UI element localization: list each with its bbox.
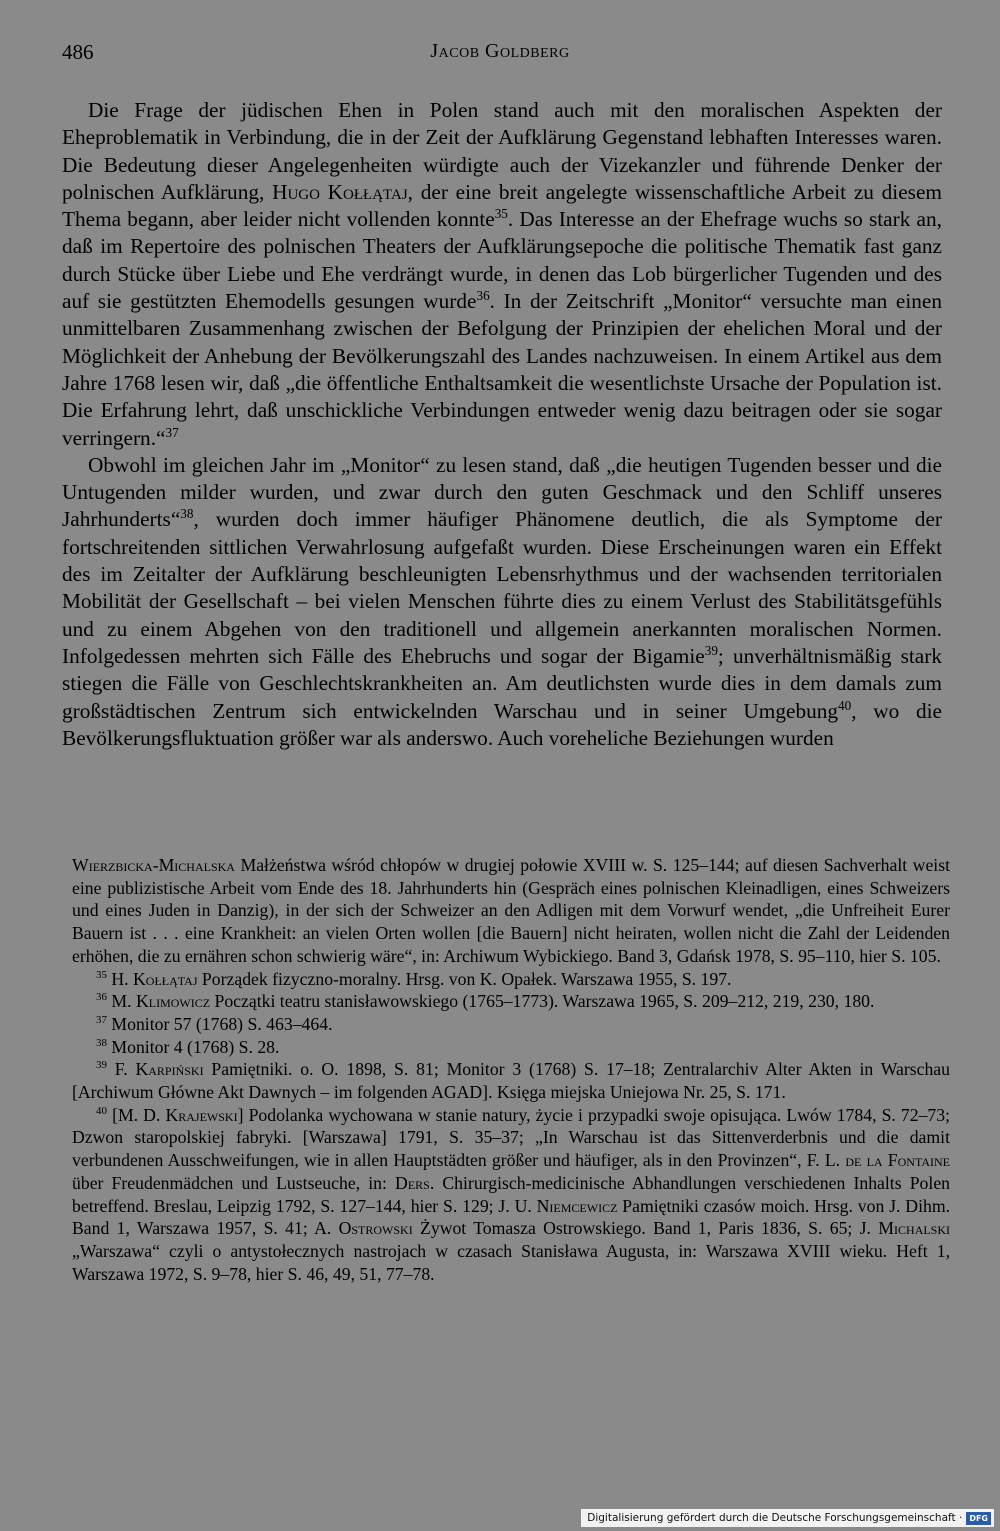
page-number: 486	[62, 40, 94, 64]
footnote-number: 36	[96, 991, 107, 1004]
author-name: Ostrowski	[338, 1218, 413, 1239]
author-name: Michalski	[878, 1218, 951, 1239]
page-header	[62, 40, 938, 70]
footnote-number: 39	[96, 1059, 107, 1072]
text-run: , wurden doch immer häufiger Phänomene deutlich, die als Symptome der fortschreitenden sittlichen Verwahrlosung aufgefaßt wurden. Diese Erscheinungen waren ein Effekt des im Zeitalter der Aufklärung beschleunigten Lebensrhythmus und der wachsenden territorialen Mobilität der Gesellschaft – bei vielen Menschen führte dies zu einem Verlust des Stabilitätsgefühls und zu einem Abgehen von den traditionell und allgemein anerkannten moralischen Normen. Infolgedessen mehrten sich Fälle des Ehebruchs und sogar der Bigamie	[62, 507, 942, 668]
text-run: . In der Zeitschrift „Monitor“ versuchte man einen unmittelbaren Zusammenhang zwischen der Befolgung der Prinzipien der ehelichen Moral und der Möglichkeit der Anhebung der Bevölkerungszahl des Landes nachzuweisen. In einem Artikel aus dem Jahre 1768 lesen wir, daß „die öffentliche Enthaltsamkeit die wesentlichste Ursache der Population ist. Die Erfahrung lehrt, daß unschickliche Verbindungen entweder wenig dazu beitragen oder sie sogar verringern.“	[62, 289, 942, 450]
text-run: Małżeństwa wśród chłopów w drugiej połowie XVIII w. S. 125–144; auf diesen Sachverhalt weist eine publizistische Arbeit vom Ende des 18. Jahrhunderts hin (Gespräch eines polnischen Kleinadligen, eines Schweizers und eines Juden in Danzig), in der sich der Schweizer an den Adligen mit dem Vorwurf wendet, „die Unfreiheit Eurer Bauern ist . . . eine Krankheit: an vielen Orten wollen [die Bauern] nicht heiraten, wollen nicht die Zahl der Leidenden erhöhen, die zu ernähren schon schwierig wäre“, in: Archiwum Wybickiego. Band 3, Gdańsk 1978, S. 95–110, hier S. 105.	[72, 855, 951, 966]
running-head: Jacob Goldberg	[430, 40, 570, 62]
text-run: . Das Interesse an der Ehefrage wuchs so stark an, daß im Repertoire des polnischen Theaters der Aufklärungsepoche die politische Thematik fast ganz durch Stücke über Liebe und Ehe verdrängt wurde, in denen das Lob bürgerlicher Tugenden und des auf sie gestützten Ehemodells gesungen wurde	[62, 207, 942, 314]
text-run: M.	[111, 991, 132, 1012]
text-run: ; unverhältnismäßig stark stiegen die Fälle von Geschlechtskrankheiten an. Am deutlichsten wurde dies in dem damals zum großstädtischen Zentrum sich entwickelnden Warschau und in seiner Umgebung	[62, 643, 942, 723]
footnote-39	[72, 1058, 950, 1103]
text-run: Pamiętniki czasów moich. Hrsg. von J. Dihm. Band 1, Warszawa 1957, S. 41; A.	[72, 1195, 951, 1239]
footnote-ref-39[interactable]: 39	[704, 642, 718, 658]
footnote-40	[72, 1104, 950, 1286]
footnote-ref-38[interactable]: 38	[180, 506, 194, 522]
footnote-38	[72, 1036, 950, 1059]
author-name: Krajewski	[165, 1104, 238, 1125]
text-run: Monitor 57 (1768) S. 463–464.	[111, 1013, 333, 1034]
author-name: Karpiński	[135, 1059, 204, 1080]
text-run: Monitor 4 (1768) S. 28.	[111, 1036, 280, 1057]
text-run: „Warszawa“ czyli o antystołecznych nastrojach w czasach Stanisława Augusta, in: Warszawa XVIII wieku. Heft 1, Warszawa 1972, S. 9–78, hier S. 46, 49, 51, 77–78.	[72, 1240, 950, 1284]
funding-note: Digitalisierung gefördert durch die Deutsche Forschungsgemeinschaft ·	[587, 1512, 963, 1524]
text-run: Żywot Tomasza Ostrowskiego. Band 1, Paris 1836, S. 65; J.	[420, 1218, 871, 1239]
author-name: Niemcewicz	[536, 1195, 618, 1216]
footnotes	[72, 854, 950, 1285]
digitization-footer	[581, 1509, 994, 1527]
text-run: Chirurgisch-medicinische Abhandlungen verschiedenen Inhalts Polen betreffend. Breslau, Leipzig 1792, S. 127–144, hier S. 129; J. U.	[72, 1172, 951, 1216]
text-run: H.	[111, 968, 129, 989]
footnote-ref-35[interactable]: 35	[494, 206, 508, 222]
footnote-number: 38	[96, 1036, 107, 1049]
text-run: Pamiętniki. o. O. 1898, S. 81; Monitor 3 (1768) S. 17–18; Zentralarchiv Alter Akten in Warschau [Archiwum Główne Akt Dawnych – im folgenden AGAD]. Księga miejska Uniejowa Nr. 25, S. 171.	[72, 1059, 950, 1103]
footnote-continuation	[72, 854, 950, 968]
footnote-ref-36[interactable]: 36	[476, 287, 490, 303]
footnote-ref-37[interactable]: 37	[165, 424, 179, 440]
paragraph-1	[62, 97, 942, 452]
main-text	[62, 97, 942, 752]
text-run: über Freudenmädchen und Lustseuche, in:	[72, 1172, 387, 1193]
text-run: F.	[114, 1059, 128, 1080]
footnote-37	[72, 1013, 950, 1036]
footnote-number: 35	[96, 968, 107, 981]
footnote-ref-40[interactable]: 40	[838, 697, 852, 713]
text-run: , der eine breit angelegte wissenschaftliche Arbeit zu diesem Thema begann, aber leider nicht vollenden konnte	[62, 179, 942, 232]
text-run: Die Frage der jüdischen Ehen in Polen stand auch mit den moralischen Aspekten der Eheproblematik in Verbindung, die in der Zeit der Aufklärung Gegenstand lebhaften Interesses waren. Die Bedeutung dieser Angelegenheiten würdigte auch der Vizekanzler und führende Denker der polnischen Aufklärung,	[62, 98, 942, 204]
author-name: Hugo Kołłątaj	[272, 179, 408, 204]
footnote-36	[72, 990, 950, 1013]
dfg-logo[interactable]: DFG	[966, 1512, 991, 1525]
author-name: Kołłątaj	[133, 968, 198, 989]
text-run: Obwohl im gleichen Jahr im „Monitor“ zu lesen stand, daß „die heutigen Tugenden besser und die Untugenden milder wurden, und zwar durch den guten Geschmack und den Schliff unseres Jahrhunderts“	[62, 452, 942, 532]
paragraph-2	[62, 452, 942, 752]
text-run: [M. D.	[112, 1104, 161, 1125]
author-name: Ders.	[395, 1172, 435, 1193]
text-run: , wo die Bevölkerungsfluktuation größer war als anderswo. Auch voreheliche Beziehungen wurden	[62, 698, 942, 750]
text-run: ] Podolanka wychowana w stanie natury, życie i przypadki swoje opisująca. Lwów 1784, S. 72–73; Dzwon staropolskiej fabryki. [Warszawa] 1791, S. 35–37; „In Warschau ist das Sittenverderbnis und die damit verbundenen Ausschweifungen, wie in allen Hauptstädten größer und häufiger, als in den Provinzen“, F. L.	[72, 1104, 951, 1171]
text-run: Porządek fizyczno-moralny. Hrsg. von K. Opałek. Warszawa 1955, S. 197.	[201, 968, 732, 989]
author-name: Wierzbicka-Michalska	[72, 855, 235, 875]
footnote-35	[72, 968, 950, 991]
footnote-number: 37	[96, 1014, 107, 1027]
footnote-number: 40	[96, 1104, 107, 1117]
text-run: Początki teatru stanisławowskiego (1765–1773). Warszawa 1965, S. 209–212, 219, 230, 180.	[214, 991, 875, 1012]
author-name: Klimowicz	[135, 991, 211, 1012]
author-name: de la Fontaine	[845, 1150, 950, 1171]
